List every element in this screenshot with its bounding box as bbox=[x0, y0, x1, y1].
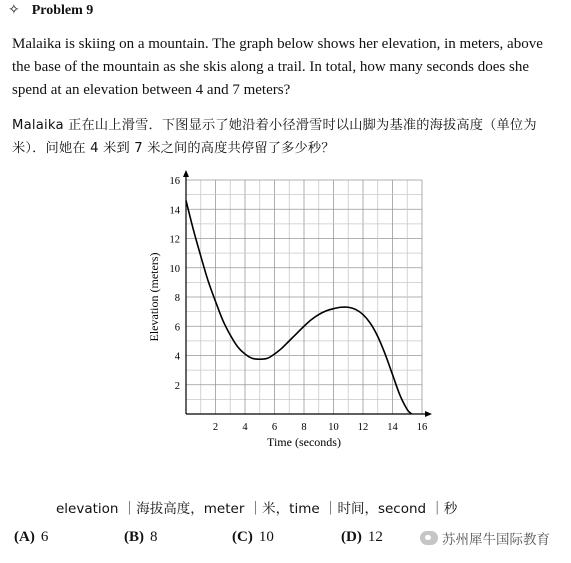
elevation-chart bbox=[140, 168, 440, 458]
x-tick-label: 2 bbox=[212, 422, 219, 433]
x-tick-label: 6 bbox=[271, 422, 278, 433]
x-tick-label: 4 bbox=[242, 422, 248, 433]
y-tick-label: 16 bbox=[169, 176, 180, 187]
vocabulary-line: elevation ｜海拔高度，meter ｜米，time ｜时间，second ｜秒 bbox=[56, 501, 458, 517]
y-axis-label: Elevation (meters) bbox=[147, 252, 161, 342]
watermark-text: 苏州犀牛国际教育 bbox=[442, 532, 550, 548]
chart-svg bbox=[140, 168, 440, 458]
choice-a[interactable]: (A) 6 bbox=[14, 529, 49, 545]
wechat-icon bbox=[420, 531, 438, 545]
x-axis-label: Time (seconds) bbox=[267, 435, 341, 449]
y-tick-label: 10 bbox=[169, 263, 180, 275]
x-tick-label: 12 bbox=[357, 422, 369, 433]
x-tick-label: 14 bbox=[387, 422, 398, 433]
chart-ticks bbox=[170, 176, 428, 433]
choice-c[interactable]: (C) 10 bbox=[232, 529, 274, 545]
choice-b[interactable]: (B) 8 bbox=[124, 529, 158, 545]
choice-d[interactable]: (D) 12 bbox=[341, 529, 383, 545]
x-tick-label: 16 bbox=[416, 422, 428, 433]
y-tick-label: 6 bbox=[174, 322, 180, 334]
y-axis-arrow bbox=[183, 170, 189, 177]
question-english: Malaika is skiing on a mountain. The graph below shows her elevation, in meters, above the base of the mountain as she skis along a trail. In total, how many seconds does she spend at an elevation between 4 and 7 meters? bbox=[12, 36, 543, 98]
y-tick-label: 12 bbox=[169, 234, 180, 246]
y-tick-label: 4 bbox=[174, 351, 180, 363]
x-tick-label: 10 bbox=[328, 422, 339, 433]
watermark bbox=[420, 528, 550, 548]
y-tick-label: 2 bbox=[174, 380, 180, 392]
y-tick-label: 14 bbox=[169, 205, 180, 217]
x-tick-label: 8 bbox=[301, 422, 307, 433]
diamond-icon: ✧ bbox=[8, 3, 20, 18]
chart-grid bbox=[186, 180, 422, 414]
y-tick-label: 8 bbox=[174, 293, 180, 304]
problem-label: Problem 9 bbox=[31, 2, 94, 18]
problem-heading bbox=[8, 2, 93, 19]
x-axis-arrow bbox=[425, 411, 432, 417]
question-chinese: Malaika 正在山上滑雪．下图显示了她沿着小径滑雪时以山脚为基准的海拔高度（单位为米）．问她在 4 米到 7 米之间的高度共停留了多少秒？ bbox=[12, 118, 537, 156]
